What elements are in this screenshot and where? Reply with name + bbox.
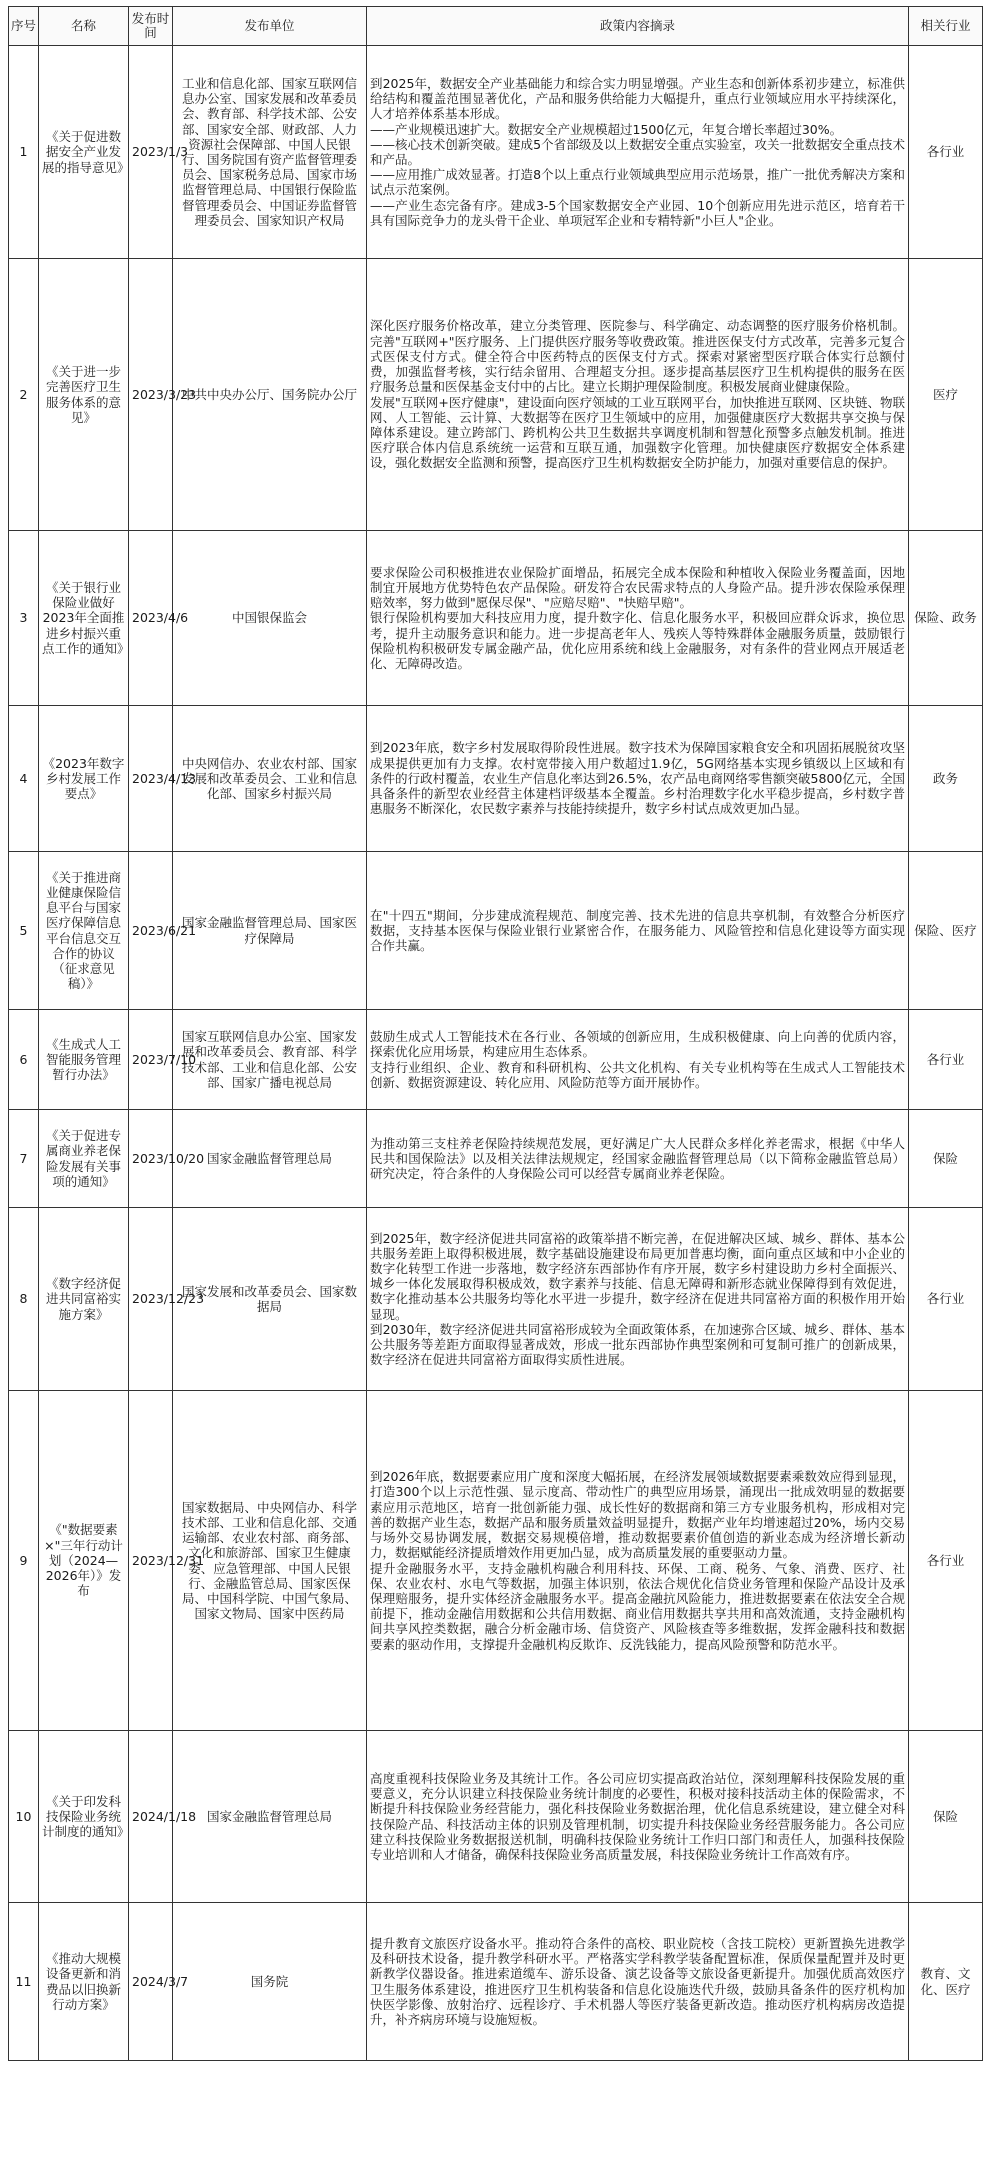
table-row [9, 706, 983, 852]
cell-publisher: 中共中央办公厅、国务院办公厅 [173, 259, 367, 531]
cell-industry: 保险 [909, 1731, 983, 1903]
cell-content: 到2023年底，数字乡村发展取得阶段性进展。数字技术为保障国家粮食安全和巩固拓展脱贫攻坚成果提供更加有力支撑。农村宽带接入用户数超过1.9亿，5G网络基本实现乡镇级以上区域和有条件的行政村覆盖，农业生产信息化率达到26.5%，农产品电商网络零售额突破5800亿元，全国具备条件的新型农业经营主体建档评级基本全覆盖。乡村治理数字化水平稳步提高，乡村数字普惠服务不断深化，农民数字素养与技能持续提升，数字乡村试点成效更加凸显。 [367, 706, 909, 852]
cell-time: 2024/1/18 [129, 1731, 173, 1903]
cell-index: 8 [9, 1208, 39, 1391]
table-row [9, 1010, 983, 1110]
cell-name: 《关于印发科技保险业务统计制度的通知》 [39, 1731, 129, 1903]
table-header-row [9, 7, 983, 46]
cell-index: 1 [9, 46, 39, 259]
cell-content: 高度重视科技保险业务及其统计工作。各公司应切实提高政治站位，深刻理解科技保险发展的重要意义，充分认识建立科技保险业务统计制度的必要性，积极对接科技活动主体的保险需求，不断提升科技保险业务经营能力，强化科技保险业务数据治理，优化信息系统建设，建立健全对科技保险产品、科技活动主体的识别及管理机制，切实提升科技保险业务经营服务能力。各公司应建立科技保险业务数据报送机制，明确科技保险业务统计工作归口部门和责任人，加强科技保险专业培训和人才储备，确保科技保险业务高质量发展，科技保险业务统计工作高效有序。 [367, 1731, 909, 1903]
cell-content: 深化医疗服务价格改革，建立分类管理、医院参与、科学确定、动态调整的医疗服务价格机制。完善"互联网+"医疗服务、上门提供医疗服务等收费政策。推进医保支付方式改革，完善多元复合式医保支付方式。健全符合中医药特点的医保支付方式。探索对紧密型医疗联合体实行总额付费，加强监督考核，实行结余留用、合理超支分担。逐步提高基层医疗卫生机构提供的服务在医疗服务总量和医保基金支付中的占比。建立长期护理保险制度。积极发展商业健康保险。 发展"互联网+医疗健康"，建设面向医疗领域的工业互联网平台，加快推进互联网、区块链、物联网、人工智能、云计算、大数据等在医疗卫生领域中的应用，加强健康医疗大数据共享交换与保障体系建设。建立跨部门、跨机构公共卫生数据共享调度机制和智慧化预警多点触发机制。推进医疗联合体内信息系统统一运营和互联互通，加强数字化管理。加快健康医疗数据安全体系建设，强化数据安全监测和预警，提高医疗卫生机构数据安全防护能力，加强对重要信息的保护。 [367, 259, 909, 531]
cell-publisher: 国家金融监督管理总局、国家医疗保障局 [173, 852, 367, 1010]
cell-publisher: 国家数据局、中央网信办、科学技术部、工业和信息化部、交通运输部、农业农村部、商务部、文化和旅游部、国家卫生健康委、应急管理部、中国人民银行、金融监管总局、国家医保局、中国科学院、中国气象局、国家文物局、国家中医药局 [173, 1391, 367, 1731]
cell-index: 3 [9, 531, 39, 706]
cell-industry: 医疗 [909, 259, 983, 531]
cell-time: 2024/3/7 [129, 1903, 173, 2061]
table-row [9, 1391, 983, 1731]
cell-name: 《"数据要素×"三年行动计划（2024—2026年）》发布 [39, 1391, 129, 1731]
header-content: 政策内容摘录 [367, 7, 909, 46]
cell-publisher: 中国银保监会 [173, 531, 367, 706]
cell-industry: 各行业 [909, 1208, 983, 1391]
cell-time: 2023/3/23 [129, 259, 173, 531]
cell-time: 2023/4/6 [129, 531, 173, 706]
cell-industry: 保险、政务 [909, 531, 983, 706]
header-index: 序号 [9, 7, 39, 46]
table-row [9, 1903, 983, 2061]
table-row [9, 1731, 983, 1903]
cell-industry: 各行业 [909, 1010, 983, 1110]
cell-name: 《关于银行业保险业做好2023年全面推进乡村振兴重点工作的通知》 [39, 531, 129, 706]
cell-content: 为推动第三支柱养老保险持续规范发展，更好满足广大人民群众多样化养老需求，根据《中华人民共和国保险法》以及相关法律法规规定，经国家金融监督管理总局（以下简称金融监管总局）研究决定，符合条件的人身保险公司可以经营专属商业养老保险。 [367, 1110, 909, 1208]
header-publisher: 发布单位 [173, 7, 367, 46]
cell-content: 到2025年，数字经济促进共同富裕的政策举措不断完善，在促进解决区域、城乡、群体、基本公共服务差距上取得积极进展，数字基础设施建设布局更加普惠均衡，面向重点区域和中小企业的数字化转型工作进一步落地，数字经济东西部协作有序开展，数字乡村建设助力乡村全面振兴、城乡一体化发展取得积极成效，数字素养与技能、信息无障碍和新形态就业保障得到有效促进，数字化推动基本公共服务均等化水平进一步提升，数字经济在促进共同富裕方面的积极作用开始显现。 到2030年，数字经济促进共同富裕形成较为全面政策体系，在加速弥合区域、城乡、群体、基本公共服务等差距方面取得显著成效，形成一批东西部协作典型案例和可复制可推广的创新成果，数字经济在促进共同富裕方面取得实质性进展。 [367, 1208, 909, 1391]
table-row [9, 46, 983, 259]
table-row [9, 259, 983, 531]
cell-content: 到2026年底，数据要素应用广度和深度大幅拓展，在经济发展领域数据要素乘数效应得到显现，打造300个以上示范性强、显示度高、带动性广的典型应用场景，涌现出一批成效明显的数据要素应用示范地区，培育一批创新能力强、成长性好的数据商和第三方专业服务机构，形成相对完善的数据产业生态，数据产品和服务质量效益明显提升，数据产业年均增速超过20%，场内交易与场外交易协调发展，数据交易规模倍增，推动数据要素价值创造的新业态成为经济增长新动力，数据赋能经济提质增效作用更加凸显，成为高质量发展的重要驱动力量。 提升金融服务水平，支持金融机构融合利用科技、环保、工商、税务、气象、消费、医疗、社保、农业农村、水电气等数据，加强主体识别，依法合规优化信贷业务管理和保险产品设计及承保理赔服务，提升实体经济金融服务水平。提高金融抗风险能力，推进数据要素在依法安全合规前提下，推动金融信用数据和公共信用数据、商业信用数据共享共用和高效流通，支持金融机构间共享风控类数据，融合分析金融市场、信贷资产、风险核查等多维数据，发挥金融科技和数据要素的驱动作用，支撑提升金融机构反欺诈、反洗钱能力，提高风险预警和防范水平。 [367, 1391, 909, 1731]
cell-name: 《生成式人工智能服务管理暂行办法》 [39, 1010, 129, 1110]
cell-publisher: 工业和信息化部、国家互联网信息办公室、国家发展和改革委员会、教育部、科学技术部、公安部、国家安全部、财政部、人力资源社会保障部、中国人民银行、国务院国有资产监督管理委员会、国家税务总局、国家市场监督管理总局、中国银行保险监督管理委员会、中国证券监督管理委员会、国家知识产权局 [173, 46, 367, 259]
cell-publisher: 国家金融监督管理总局 [173, 1110, 367, 1208]
cell-name: 《关于进一步完善医疗卫生服务体系的意见》 [39, 259, 129, 531]
cell-publisher: 国务院 [173, 1903, 367, 2061]
cell-content: 提升教育文旅医疗设备水平。推动符合条件的高校、职业院校（含技工院校）更新置换先进教学及科研技术设备，提升教学科研水平。严格落实学科教学装备配置标准，保质保量配置并及时更新教学仪器设备。推进索道缆车、游乐设备、演艺设备等文旅设备更新提升。加强优质高效医疗卫生服务体系建设，推进医疗卫生机构装备和信息化设施迭代升级，鼓励具备条件的医疗机构加快医学影像、放射治疗、远程诊疗、手术机器人等医疗装备更新改造。推动医疗机构病房改造提升，补齐病房环境与设施短板。 [367, 1903, 909, 2061]
cell-time: 2023/1/3 [129, 46, 173, 259]
cell-time: 2023/10/20 [129, 1110, 173, 1208]
cell-index: 6 [9, 1010, 39, 1110]
cell-index: 9 [9, 1391, 39, 1731]
cell-time: 2023/12/23 [129, 1208, 173, 1391]
cell-time: 2023/6/21 [129, 852, 173, 1010]
cell-time: 2023/7/10 [129, 1010, 173, 1110]
cell-industry: 各行业 [909, 1391, 983, 1731]
cell-industry: 各行业 [909, 46, 983, 259]
cell-industry: 保险 [909, 1110, 983, 1208]
cell-name: 《2023年数字乡村发展工作要点》 [39, 706, 129, 852]
table-row [9, 1110, 983, 1208]
cell-index: 10 [9, 1731, 39, 1903]
cell-content: 鼓励生成式人工智能技术在各行业、各领域的创新应用，生成积极健康、向上向善的优质内容，探索优化应用场景，构建应用生态体系。 支持行业组织、企业、教育和科研机构、公共文化机构、有关专业机构等在生成式人工智能技术创新、数据资源建设、转化应用、风险防范等方面开展协作。 [367, 1010, 909, 1110]
cell-index: 5 [9, 852, 39, 1010]
cell-time: 2023/12/31 [129, 1391, 173, 1731]
cell-publisher: 国家发展和改革委员会、国家数据局 [173, 1208, 367, 1391]
cell-name: 《推动大规模设备更新和消费品以旧换新行动方案》 [39, 1903, 129, 2061]
cell-name: 《关于推进商业健康保险信息平台与国家医疗保障信息平台信息交互合作的协议（征求意见稿）》 [39, 852, 129, 1010]
cell-name: 《数字经济促进共同富裕实施方案》 [39, 1208, 129, 1391]
cell-content: 要求保险公司积极推进农业保险扩面增品，拓展完全成本保险和种植收入保险业务覆盖面，因地制宜开展地方优势特色农产品保险。研发符合农民需求特点的人身险产品。提升涉农保险承保理赔效率，努力做到"愿保尽保"、"应赔尽赔"、"快赔早赔"。 银行保险机构要加大科技应用力度，提升数字化、信息化服务水平，积极回应群众诉求，换位思考，提升主动服务意识和能力。进一步提高老年人、残疾人等特殊群体金融服务质量，鼓励银行保险机构积极研发专属金融产品，优化应用系统和线上金融服务，对有条件的营业网点开展适老化、无障碍改造。 [367, 531, 909, 706]
policy-table [8, 6, 983, 2061]
cell-industry: 政务 [909, 706, 983, 852]
cell-name: 《关于促进数据安全产业发展的指导意见》 [39, 46, 129, 259]
table-row [9, 1208, 983, 1391]
cell-content: 在"十四五"期间，分步建成流程规范、制度完善、技术先进的信息共享机制，有效整合分析医疗数据，支持基本医保与保险业银行业紧密合作，在服务能力、风险管控和信息化建设等方面实现合作共赢。 [367, 852, 909, 1010]
cell-time: 2023/4/13 [129, 706, 173, 852]
cell-publisher: 国家金融监督管理总局 [173, 1731, 367, 1903]
table-row [9, 852, 983, 1010]
header-industry: 相关行业 [909, 7, 983, 46]
table-row [9, 531, 983, 706]
cell-content: 到2025年，数据安全产业基础能力和综合实力明显增强。产业生态和创新体系初步建立，标准供给结构和覆盖范围显著优化，产品和服务供给能力大幅提升，重点行业领域应用水平持续深化，人才培养体系基本形成。 ——产业规模迅速扩大。数据安全产业规模超过1500亿元，年复合增长率超过30%。 ——核心技术创新突破。建成5个省部级及以上数据安全重点实验室，攻关一批数据安全重点技术和产品。 ——应用推广成效显著。打造8个以上重点行业领域典型应用示范场景，推广一批优秀解决方案和试点示范案例。 ——产业生态完备有序。建成3-5个国家数据安全产业园、10个创新应用先进示范区，培育若干具有国际竞争力的龙头骨干企业、单项冠军企业和专精特新"小巨人"企业。 [367, 46, 909, 259]
cell-index: 2 [9, 259, 39, 531]
cell-index: 7 [9, 1110, 39, 1208]
cell-name: 《关于促进专属商业养老保险发展有关事项的通知》 [39, 1110, 129, 1208]
cell-publisher: 中央网信办、农业农村部、国家发展和改革委员会、工业和信息化部、国家乡村振兴局 [173, 706, 367, 852]
cell-index: 11 [9, 1903, 39, 2061]
cell-industry: 保险、医疗 [909, 852, 983, 1010]
cell-index: 4 [9, 706, 39, 852]
cell-publisher: 国家互联网信息办公室、国家发展和改革委员会、教育部、科学技术部、工业和信息化部、公安部、国家广播电视总局 [173, 1010, 367, 1110]
header-name: 名称 [39, 7, 129, 46]
cell-industry: 教育、文化、医疗 [909, 1903, 983, 2061]
header-time: 发布时间 [129, 7, 173, 46]
